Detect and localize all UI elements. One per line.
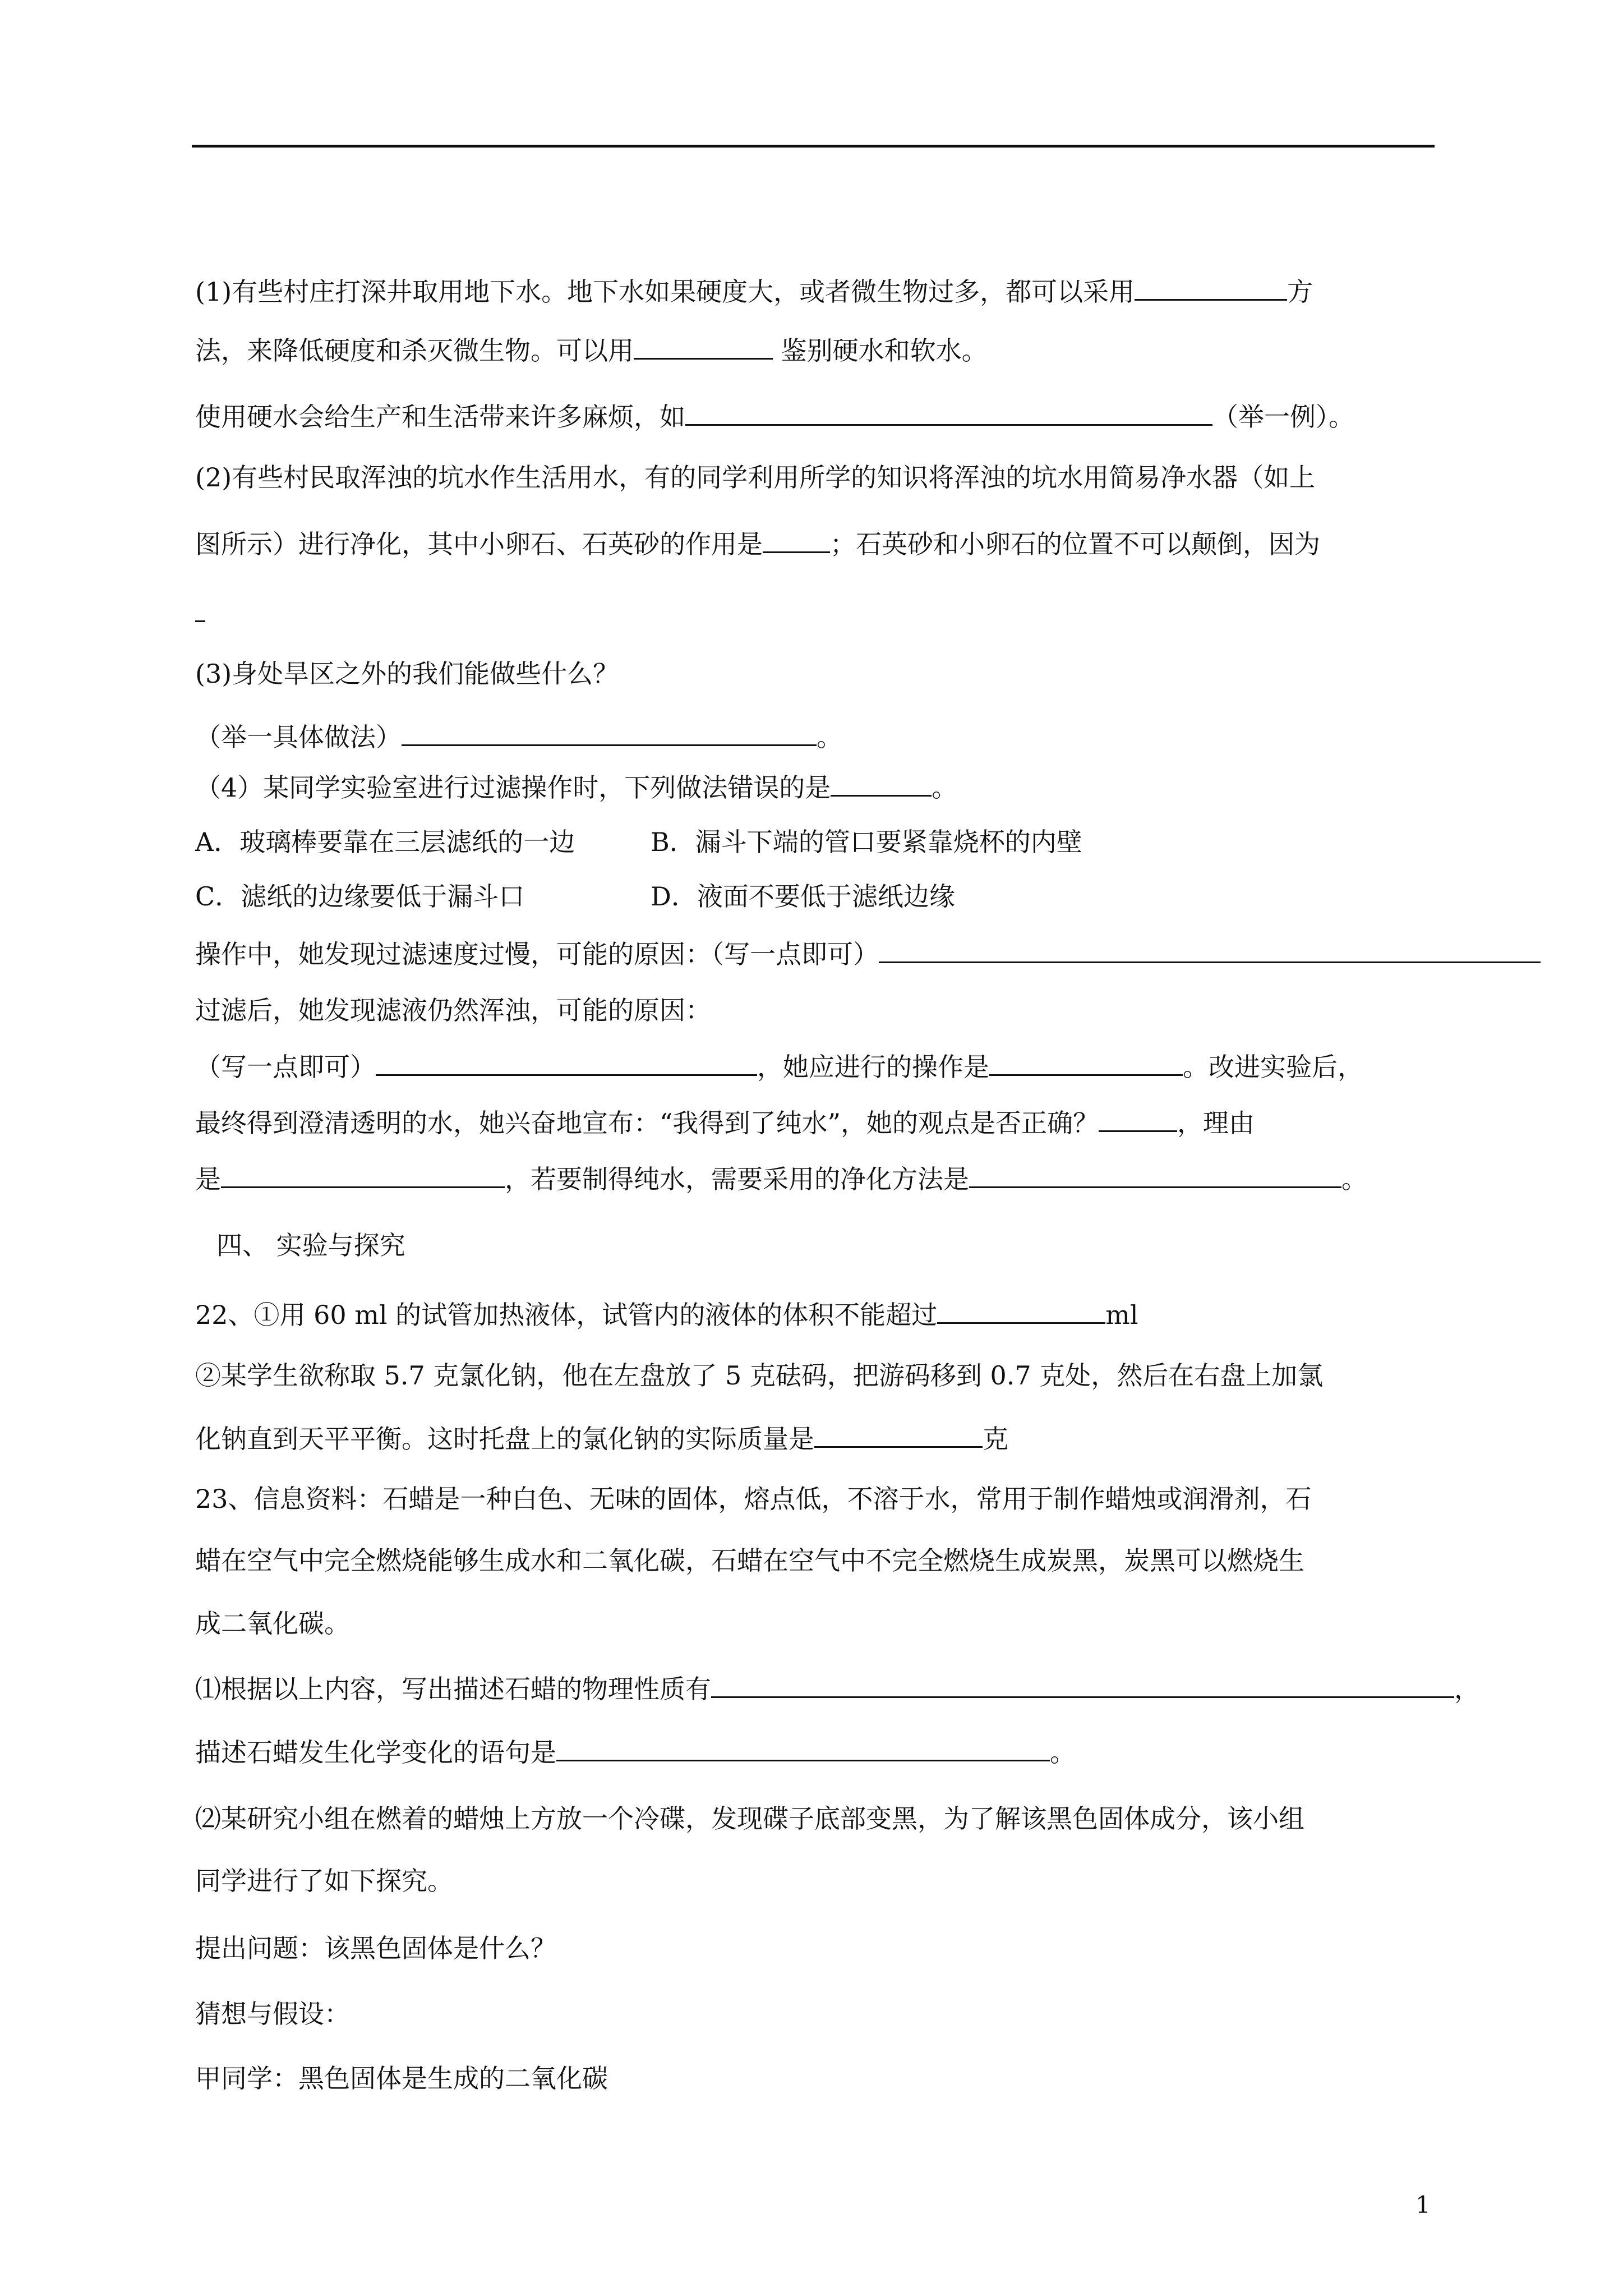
line-q23g: 同学进行了如下探究。 (195, 1866, 453, 1896)
answer-blank[interactable] (685, 399, 1212, 426)
line-q1a: (1)有些村庄打深井取用地下水。地下水如果硬度大，或者微生物过多，都可以采用 方 (195, 274, 1313, 307)
line-options-cd (195, 881, 955, 912)
line-q23i: 猜想与假设： (195, 1999, 350, 2029)
line-op2: 过滤后，她发现滤液仍然浑浊，可能的原因： (195, 995, 711, 1025)
answer-blank[interactable] (402, 720, 817, 746)
header-rule (192, 145, 1435, 148)
line-q3: (3)身处旱区之外的我们能做些什么？ (195, 659, 619, 689)
answer-blank[interactable] (195, 596, 205, 622)
answer-blank[interactable] (634, 333, 773, 360)
line-op3: （写一点即可） ，她应进行的操作是 。改进实验后， (195, 1050, 1363, 1083)
answer-blank[interactable] (376, 1050, 757, 1076)
option-c: C．滤纸的边缘要低于漏斗口 (195, 881, 525, 912)
line-q23a: 23、信息资料：石蜡是一种白色、无味的固体，熔点低，不溶于水，常用于制作蜡烛或润滑剂，石 (195, 1484, 1312, 1514)
line-q23h: 提出问题：该黑色固体是什么？ (195, 1933, 556, 1963)
answer-blank[interactable] (969, 1162, 1341, 1188)
section-heading: 四、 实验与探究 (216, 1230, 405, 1260)
line-q4: （4）某同学实验室进行过滤操作时，下列做法错误的是 。 (195, 770, 957, 803)
answer-blank[interactable] (221, 1162, 505, 1188)
page-number: 1 (1415, 2191, 1431, 2219)
line-q1b: 法，来降低硬度和杀灭微生物。可以用 鉴别硬水和软水。 (195, 333, 988, 366)
option-d: D．液面不要低于滤纸边缘 (651, 881, 955, 912)
answer-blank[interactable] (1135, 274, 1287, 301)
line-op1: 操作中，她发现过滤速度过慢，可能的原因：（写一点即可） (195, 937, 1541, 970)
line-op5: 是 ，若要制得纯水，需要采用的净化方法是 。 (195, 1162, 1367, 1195)
answer-blank[interactable] (556, 1735, 1050, 1761)
line-q23f: ⑵某研究小组在燃着的蜡烛上方放一个冷碟，发现碟子底部变黑，为了解该黑色固体成分，该小组 (195, 1803, 1304, 1834)
answer-blank[interactable] (763, 527, 830, 553)
line-options-ab (195, 826, 1082, 858)
line-q23j: 甲同学：黑色固体是生成的二氧化碳 (195, 2063, 608, 2093)
line-q22a: 22、①用 60 ml 的试管加热液体，试管内的液体的体积不能超过 ml (195, 1297, 1138, 1331)
answer-blank[interactable] (1099, 1106, 1177, 1132)
line-q23b: 蜡在空气中完全燃烧能够生成水和二氧化碳，石蜡在空气中不完全燃烧生成炭黑，炭黑可以燃烧生 (195, 1545, 1304, 1576)
line-q2c (195, 596, 205, 629)
line-q1c: 使用硬水会给生产和生活带来许多麻烦，如 （举一例）。 (195, 399, 1354, 432)
line-q22b: ②某学生欲称取 5.7 克氯化钠，他在左盘放了 5 克砝码，把游码移到 0.7 克处，然后在右盘上加氯 (195, 1360, 1324, 1391)
answer-blank[interactable] (814, 1421, 983, 1448)
line-q2a: (2)有些村民取浑浊的坑水作生活用水，有的同学利用所学的知识将浑浊的坑水用简易净水器（如上 (195, 462, 1316, 493)
answer-blank[interactable] (831, 770, 932, 797)
line-q2b: 图所示）进行净化，其中小卵石、石英砂的作用是 ；石英砂和小卵石的位置不可以颠倒，因为 (195, 527, 1320, 560)
line-q23e: 描述石蜡发生化学变化的语句是 。 (195, 1735, 1076, 1768)
line-q22c: 化钠直到天平平衡。这时托盘上的氯化钠的实际质量是 克 (195, 1421, 1008, 1455)
line-q23c: 成二氧化碳。 (195, 1608, 350, 1639)
line-op4: 最终得到澄清透明的水，她兴奋地宣布：“我得到了纯水”，她的观点是否正确？ ，理由 (195, 1106, 1255, 1139)
option-a: A．玻璃棒要靠在三层滤纸的一边 (195, 827, 575, 857)
answer-blank[interactable] (937, 1297, 1105, 1324)
line-q3b: （举一具体做法） 。 (195, 720, 842, 753)
answer-blank[interactable] (711, 1672, 1454, 1698)
option-b: B．漏斗下端的管口要紧靠烧杯的内壁 (651, 827, 1082, 857)
answer-blank[interactable] (879, 937, 1541, 963)
line-q23d: ⑴根据以上内容，写出描述石蜡的物理性质有 ， (195, 1672, 1480, 1705)
answer-blank[interactable] (989, 1050, 1183, 1076)
